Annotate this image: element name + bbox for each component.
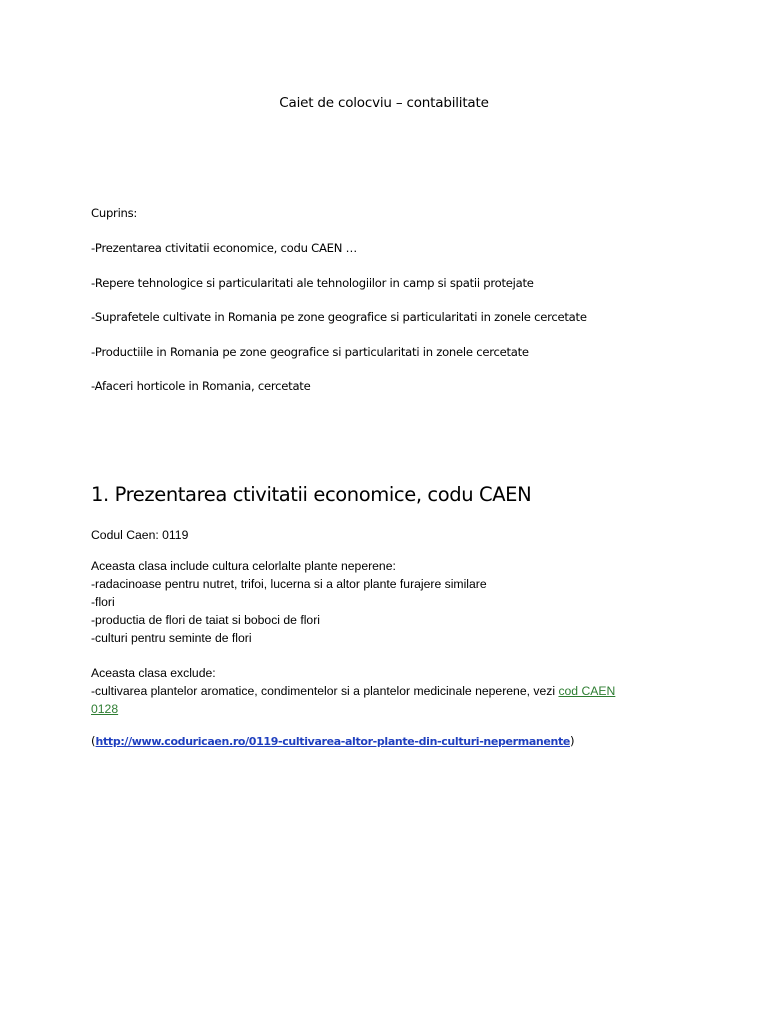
document-title: Caiet de colocviu – contabilitate [279,95,489,111]
includes-item: -culturi pentru seminte de flori [91,631,252,645]
excludes-text: -cultivarea plantelor aromatice, condimentelor si a plantelor medicinale neperene, vezi [91,684,559,698]
excludes-intro: Aceasta clasa exclude: [91,666,216,680]
excludes-block [91,664,681,718]
includes-block [91,557,681,647]
includes-item: -radacinoase pentru nutret, trifoi, lucerna si a altor plante furajere similare [91,577,487,591]
toc-item-3: -Suprafetele cultivate in Romania pe zone geografice si particularitati in zonele cercetate [91,310,587,324]
toc-item-4: -Productiile in Romania pe zone geografice si particularitati in zonele cercetate [91,345,529,359]
source-url-link[interactable]: http://www.coduricaen.ro/0119-cultivarea-altor-plante-din-culturi-nepermanente [95,735,571,748]
caen-0128-link-continued[interactable]: 0128 [91,702,119,716]
toc-label: Cuprins: [91,206,138,220]
section-heading: 1. Prezentarea ctivitatii economice, codu CAEN [91,483,532,506]
toc-item-2: -Repere tehnologice si particularitati ale tehnologiilor in camp si spatii protejate [91,276,534,290]
excludes-line-2 [91,700,681,718]
excludes-line [91,682,681,700]
includes-intro: Aceasta clasa include cultura celorlalte plante neperene: [91,559,396,573]
source-line [91,732,681,751]
toc-item-1: -Prezentarea ctivitatii economice, codu CAEN … [91,241,357,255]
source-close-paren: ) [570,734,575,748]
caen-code-line: Codul Caen: 0119 [91,528,189,542]
includes-item: -flori [91,595,115,609]
toc-item-5: -Afaceri horticole in Romania, cercetate [91,379,311,393]
source-open-paren: ( [91,734,96,748]
includes-item: -productia de flori de taiat si boboci de flori [91,613,320,627]
caen-0128-link[interactable]: cod CAEN [558,684,616,698]
